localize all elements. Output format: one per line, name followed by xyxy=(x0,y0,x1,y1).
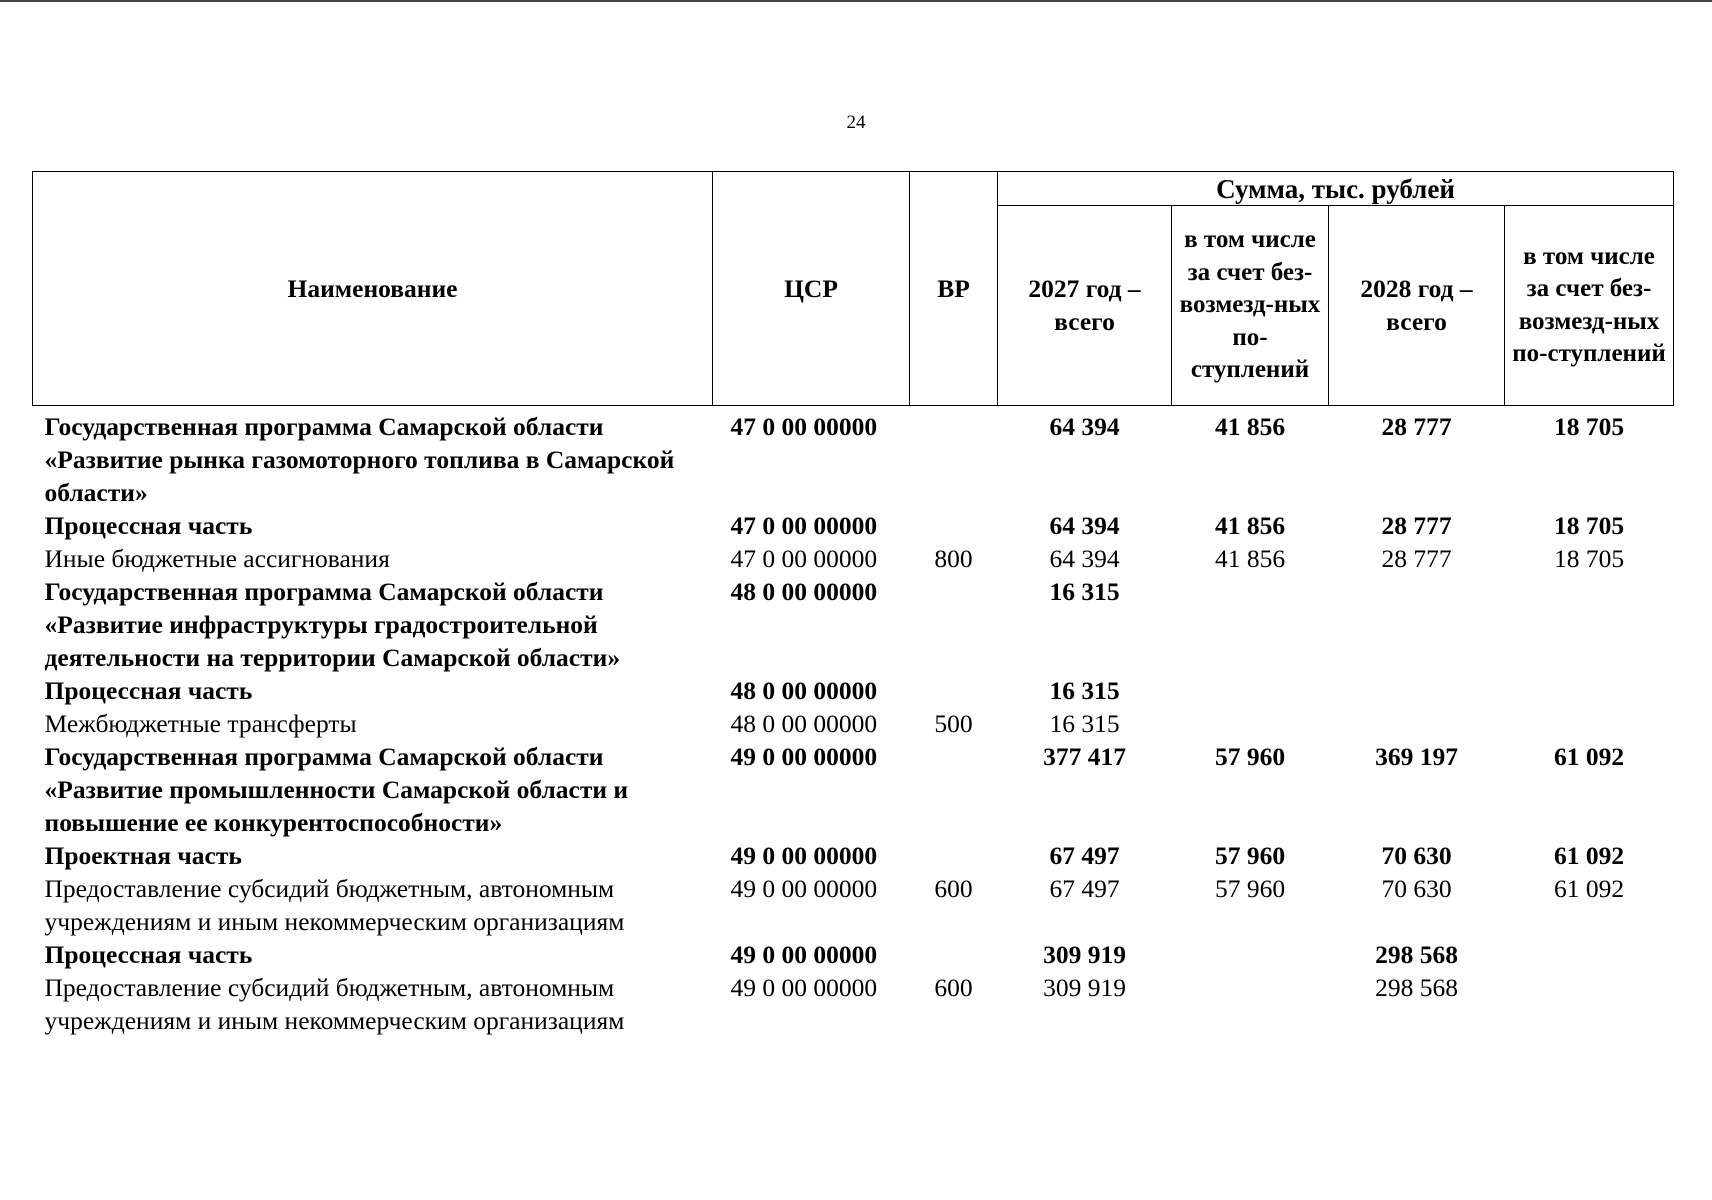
row-2027-grants: 57 960 xyxy=(1214,742,1286,771)
row-2028-total: 28 777 xyxy=(1381,412,1452,441)
row-csr: 47 0 00 00000 xyxy=(730,511,878,540)
row-2028-grants xyxy=(1505,971,1674,1037)
row-2027-total: 64 394 xyxy=(1049,544,1120,573)
row-2028-total: 70 630 xyxy=(1381,841,1452,870)
row-2027-total: 64 394 xyxy=(1049,511,1120,540)
header-name: Наименование xyxy=(33,172,713,406)
row-2027-grants: 57 960 xyxy=(1214,874,1286,903)
row-2027-total: 64 394 xyxy=(1049,412,1120,441)
row-2028-grants: 18 705 xyxy=(1553,511,1625,540)
row-2027-total: 16 315 xyxy=(1049,676,1120,705)
row-vr xyxy=(910,674,998,707)
row-2028-total xyxy=(1329,674,1505,707)
row-2028-grants: 18 705 xyxy=(1553,544,1625,573)
row-name: Государственная программа Самарской области «Развитие рынка газомоторного топлива в Самарской области» xyxy=(44,412,675,507)
scan-top-edge xyxy=(0,0,1712,2)
row-2027-total: 309 919 xyxy=(1043,973,1126,1002)
row-2028-grants xyxy=(1505,938,1674,971)
row-vr: 600 xyxy=(934,874,973,903)
table-row xyxy=(33,938,1674,971)
row-name: Предоставление субсидий бюджетным, автономным учреждениям и иным некоммерческим организациям xyxy=(44,973,625,1035)
row-name: Предоставление субсидий бюджетным, автономным учреждениям и иным некоммерческим организациям xyxy=(44,874,625,936)
row-name: Процессная часть xyxy=(44,940,253,969)
table-row xyxy=(33,575,1674,674)
header-vr: ВР xyxy=(910,172,998,406)
budget-table xyxy=(32,171,1674,1037)
table-row xyxy=(33,740,1674,839)
row-vr: 800 xyxy=(934,544,973,573)
row-2028-grants: 18 705 xyxy=(1553,412,1625,441)
row-2027-grants xyxy=(1172,674,1329,707)
header-2028-grants: в том числе за счет без-возмезд-ных по-ступлений xyxy=(1505,206,1674,406)
row-vr xyxy=(910,509,998,542)
table-row xyxy=(33,872,1674,938)
row-vr xyxy=(910,740,998,839)
header-sum-group: Сумма, тыс. рублей xyxy=(998,172,1674,206)
row-2027-total: 67 497 xyxy=(1049,874,1120,903)
row-2027-grants xyxy=(1172,575,1329,674)
row-csr: 49 0 00 00000 xyxy=(730,742,878,771)
row-2027-grants: 41 856 xyxy=(1214,511,1286,540)
table-row xyxy=(33,509,1674,542)
row-csr: 49 0 00 00000 xyxy=(730,841,878,870)
row-2028-grants xyxy=(1505,575,1674,674)
table-row xyxy=(33,406,1674,510)
page-number: 24 xyxy=(846,112,866,133)
row-name: Межбюджетные трансферты xyxy=(44,709,357,738)
table-body xyxy=(33,406,1674,1038)
row-csr: 47 0 00 00000 xyxy=(730,412,878,441)
row-csr: 48 0 00 00000 xyxy=(730,676,878,705)
row-name: Процессная часть xyxy=(44,676,253,705)
row-2028-total: 28 777 xyxy=(1381,511,1452,540)
row-2028-grants: 61 092 xyxy=(1553,841,1625,870)
row-vr: 500 xyxy=(934,709,973,738)
row-name: Проектная часть xyxy=(44,841,242,870)
row-csr: 47 0 00 00000 xyxy=(730,544,878,573)
row-2028-total xyxy=(1329,575,1505,674)
table-row xyxy=(33,542,1674,575)
row-2027-grants xyxy=(1172,707,1329,740)
row-csr: 48 0 00 00000 xyxy=(730,577,878,606)
row-vr xyxy=(910,938,998,971)
table-row xyxy=(33,674,1674,707)
table-header xyxy=(33,172,1674,406)
header-2027-total: 2027 год – всего xyxy=(998,206,1172,406)
row-vr xyxy=(910,839,998,872)
row-name: Иные бюджетные ассигнования xyxy=(44,544,390,573)
row-2028-total: 298 568 xyxy=(1375,940,1458,969)
row-2028-total: 28 777 xyxy=(1381,544,1452,573)
table-row xyxy=(33,839,1674,872)
row-2028-grants xyxy=(1505,674,1674,707)
row-2027-grants xyxy=(1172,971,1329,1037)
row-2028-total xyxy=(1329,707,1505,740)
row-2027-total: 377 417 xyxy=(1043,742,1126,771)
row-2028-total: 369 197 xyxy=(1375,742,1458,771)
row-csr: 49 0 00 00000 xyxy=(730,874,878,903)
row-2027-grants: 57 960 xyxy=(1214,841,1286,870)
row-vr xyxy=(910,406,998,510)
row-2028-total: 298 568 xyxy=(1375,973,1458,1002)
header-2028-total: 2028 год – всего xyxy=(1329,206,1505,406)
header-csr: ЦСР xyxy=(713,172,910,406)
table-row xyxy=(33,971,1674,1037)
row-2027-grants: 41 856 xyxy=(1214,544,1286,573)
row-csr: 49 0 00 00000 xyxy=(730,973,878,1002)
row-2028-grants: 61 092 xyxy=(1553,742,1625,771)
row-vr: 600 xyxy=(934,973,973,1002)
row-2028-grants xyxy=(1505,707,1674,740)
row-name: Государственная программа Самарской области «Развитие инфраструктуры градостроительной деятельности на территории Самарской области» xyxy=(44,577,621,672)
row-2027-total: 16 315 xyxy=(1049,709,1120,738)
row-name: Государственная программа Самарской области «Развитие промышленности Самарской области и повышение ее конкурентоспособности» xyxy=(44,742,629,837)
row-2027-grants xyxy=(1172,938,1329,971)
row-2027-total: 309 919 xyxy=(1043,940,1126,969)
row-2027-total: 67 497 xyxy=(1049,841,1120,870)
row-2027-total: 16 315 xyxy=(1049,577,1120,606)
row-vr xyxy=(910,575,998,674)
row-name: Процессная часть xyxy=(44,511,253,540)
row-2027-grants: 41 856 xyxy=(1214,412,1286,441)
header-2027-grants: в том числе за счет без-возмезд-ных по-ступлений xyxy=(1172,206,1329,406)
row-2028-total: 70 630 xyxy=(1381,874,1452,903)
row-2028-grants: 61 092 xyxy=(1553,874,1625,903)
table-row xyxy=(33,707,1674,740)
row-csr: 48 0 00 00000 xyxy=(730,709,878,738)
row-csr: 49 0 00 00000 xyxy=(730,940,878,969)
